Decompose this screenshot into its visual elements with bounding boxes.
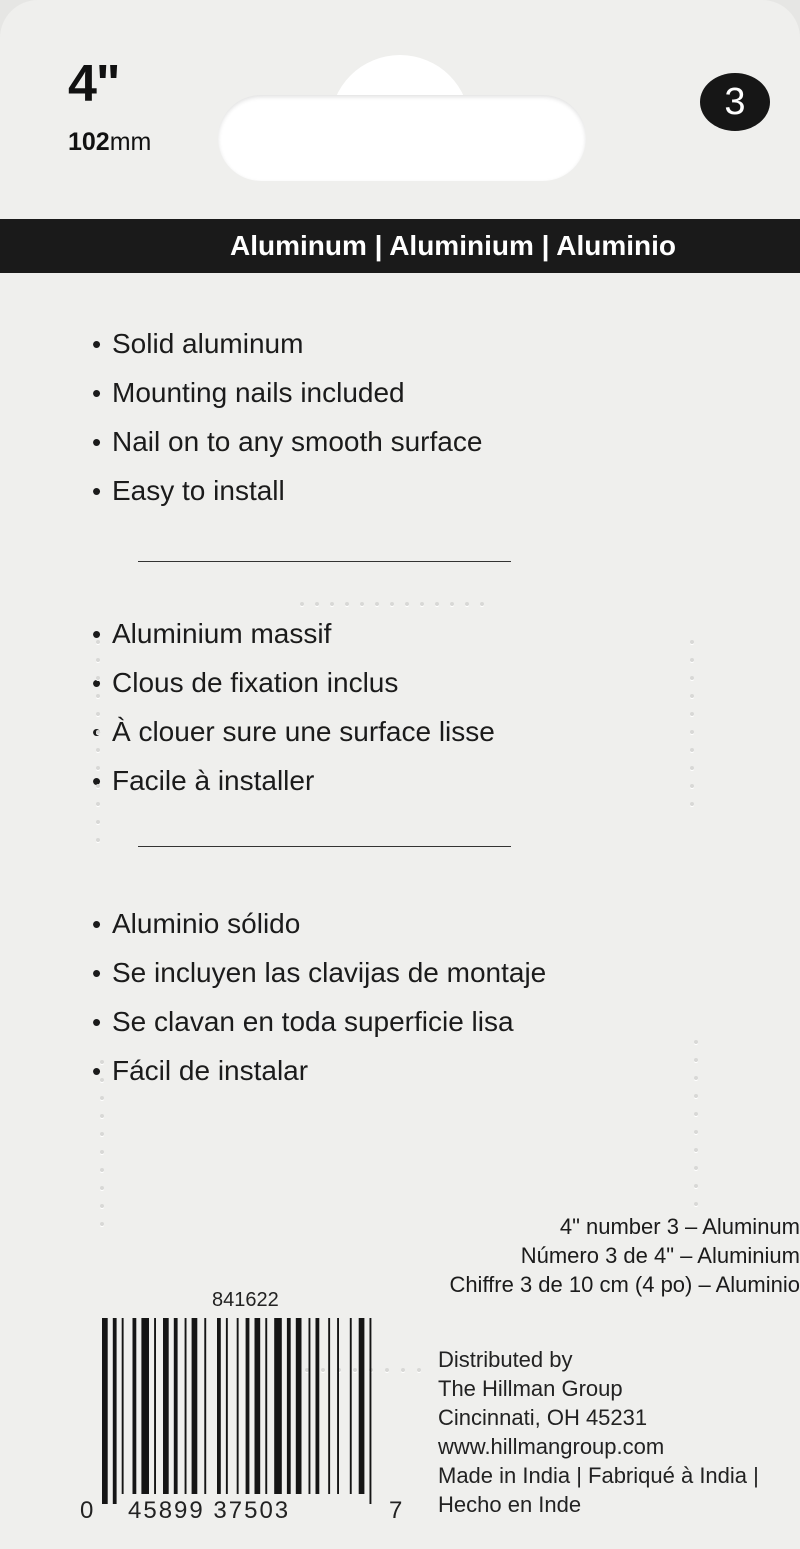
emboss-dot: [96, 676, 100, 680]
sku-number: 841622: [212, 1289, 279, 1311]
barcode-bar: [287, 1318, 291, 1494]
emboss-dot: [375, 602, 379, 606]
emboss-dot: [690, 766, 694, 770]
barcode-bar: [141, 1318, 149, 1494]
barcode-bar: [316, 1318, 320, 1494]
emboss-dot: [690, 676, 694, 680]
barcode-bar: [237, 1318, 239, 1494]
emboss-dot: [96, 712, 100, 716]
barcode-bar: [296, 1318, 302, 1494]
origin-line: Made in India | Fabriqué à India |: [438, 1463, 759, 1488]
feature-item: • Se incluyen las clavijas de montaje: [92, 948, 546, 997]
emboss-dot: [694, 1166, 698, 1170]
emboss-dot: [405, 602, 409, 606]
emboss-dot: [345, 602, 349, 606]
size-millimeters: [68, 130, 151, 155]
distributor-name: The Hillman Group: [438, 1376, 623, 1401]
emboss-dot: [694, 1130, 698, 1134]
barcode-digit-first: 0: [80, 1497, 96, 1524]
description-es: Número 3 de 4" – Aluminium: [520, 1243, 800, 1268]
number-badge: 3: [700, 73, 770, 131]
emboss-dot: [315, 602, 319, 606]
emboss-dot: [300, 602, 304, 606]
emboss-dot: [96, 838, 100, 842]
emboss-dot: [100, 1060, 104, 1064]
features-english: [92, 319, 482, 515]
description-en: 4" number 3 – Aluminum: [559, 1214, 800, 1239]
emboss-dot: [96, 784, 100, 788]
emboss-dot: [100, 1222, 104, 1226]
barcode-bar: [185, 1318, 187, 1494]
feature-item: • Se clavan en toda superficie lisa: [92, 997, 546, 1046]
emboss-dot: [690, 748, 694, 752]
emboss-dot: [96, 640, 100, 644]
divider: [138, 561, 511, 562]
emboss-dot: [694, 1040, 698, 1044]
emboss-dot: [690, 802, 694, 806]
feature-item: • Solid aluminum: [92, 319, 482, 368]
origin-line-es: Hecho en Inde: [438, 1492, 582, 1517]
barcode-bar: [274, 1318, 282, 1494]
barcode-bar: [350, 1318, 352, 1494]
emboss-dot: [96, 820, 100, 824]
emboss-dot: [694, 1202, 698, 1206]
divider: [138, 846, 511, 847]
feature-item: • Easy to install: [92, 466, 482, 515]
emboss-dot: [96, 730, 100, 734]
emboss-dot: [420, 602, 424, 606]
barcode-bar: [163, 1318, 169, 1494]
emboss-dot: [694, 1148, 698, 1152]
emboss-dot: [100, 1150, 104, 1154]
emboss-dot: [690, 658, 694, 662]
emboss-dot: [690, 640, 694, 644]
feature-item: • Mounting nails included: [92, 368, 482, 417]
distributor-info: [438, 1345, 759, 1519]
barcode-bar: [204, 1318, 206, 1494]
feature-item: • Nail on to any smooth surface: [92, 417, 482, 466]
feature-item: • Aluminio sólido: [92, 899, 546, 948]
feature-item: • À clouer sure une surface lisse: [92, 707, 495, 756]
emboss-dot: [694, 1094, 698, 1098]
emboss-dot: [330, 602, 334, 606]
barcode-bar: [255, 1318, 261, 1494]
size-mm-unit: mm: [109, 128, 152, 156]
features-spanish: [92, 899, 546, 1095]
emboss-dot: [390, 602, 394, 606]
barcode-digit-last: 7: [389, 1497, 405, 1524]
emboss-dot: [100, 1186, 104, 1190]
barcode-bar: [309, 1318, 311, 1494]
barcode-bar: [328, 1318, 330, 1494]
emboss-dot: [100, 1078, 104, 1082]
emboss-dot: [694, 1184, 698, 1188]
emboss-dot: [96, 658, 100, 662]
emboss-dot: [694, 1058, 698, 1062]
emboss-dot: [465, 602, 469, 606]
barcode-icon: [100, 1318, 380, 1504]
barcode-bar: [154, 1318, 156, 1494]
emboss-dot: [401, 1368, 405, 1372]
barcode-bar: [265, 1318, 267, 1494]
distributor-website: www.hillmangroup.com: [438, 1434, 665, 1459]
feature-item: • Aluminium massif: [92, 609, 495, 658]
emboss-dot: [690, 730, 694, 734]
size-inches: 4": [68, 55, 120, 113]
emboss-dot: [690, 694, 694, 698]
emboss-dot: [96, 766, 100, 770]
emboss-dot: [96, 694, 100, 698]
feature-item: • Facile à installer: [92, 756, 495, 805]
barcode-bar: [359, 1318, 365, 1494]
barcode-bar: [174, 1318, 178, 1494]
emboss-dot: [417, 1368, 421, 1372]
barcode-bar: [192, 1318, 198, 1494]
hang-hole: [218, 95, 586, 181]
barcode-bar: [246, 1318, 250, 1494]
barcode-bar: [226, 1318, 228, 1494]
description-fr: Chiffre 3 de 10 cm (4 po) – Aluminio: [449, 1272, 800, 1297]
emboss-dot: [480, 602, 484, 606]
distributor-line: Distributed by: [438, 1347, 573, 1372]
distributor-address: Cincinnati, OH 45231: [438, 1405, 648, 1430]
emboss-dot: [694, 1112, 698, 1116]
barcode-bar: [370, 1318, 372, 1504]
emboss-dot: [435, 602, 439, 606]
material-band: Aluminum | Aluminium | Aluminio: [0, 219, 800, 273]
emboss-dot: [385, 1368, 389, 1372]
barcode-bar: [217, 1318, 221, 1494]
feature-item: • Fácil de instalar: [92, 1046, 546, 1095]
size-mm-value: 102: [68, 128, 110, 156]
emboss-dot: [100, 1132, 104, 1136]
emboss-dot: [450, 602, 454, 606]
emboss-dot: [694, 1076, 698, 1080]
emboss-dot: [100, 1096, 104, 1100]
barcode-bar: [113, 1318, 117, 1504]
barcode-digits: 45899 37503: [128, 1497, 291, 1524]
barcode-bar: [122, 1318, 124, 1494]
emboss-dot: [96, 802, 100, 806]
emboss-dot: [96, 748, 100, 752]
emboss-dot: [100, 1204, 104, 1208]
product-description: [449, 1212, 800, 1299]
emboss-dot: [360, 602, 364, 606]
features-french: [92, 609, 495, 805]
barcode-bar: [337, 1318, 339, 1494]
emboss-dot: [100, 1168, 104, 1172]
emboss-dot: [100, 1114, 104, 1118]
emboss-dot: [690, 784, 694, 788]
emboss-dot: [690, 712, 694, 716]
barcode-bar: [102, 1318, 108, 1504]
barcode-bar: [133, 1318, 137, 1494]
feature-item: • Clous de fixation inclus: [92, 658, 495, 707]
